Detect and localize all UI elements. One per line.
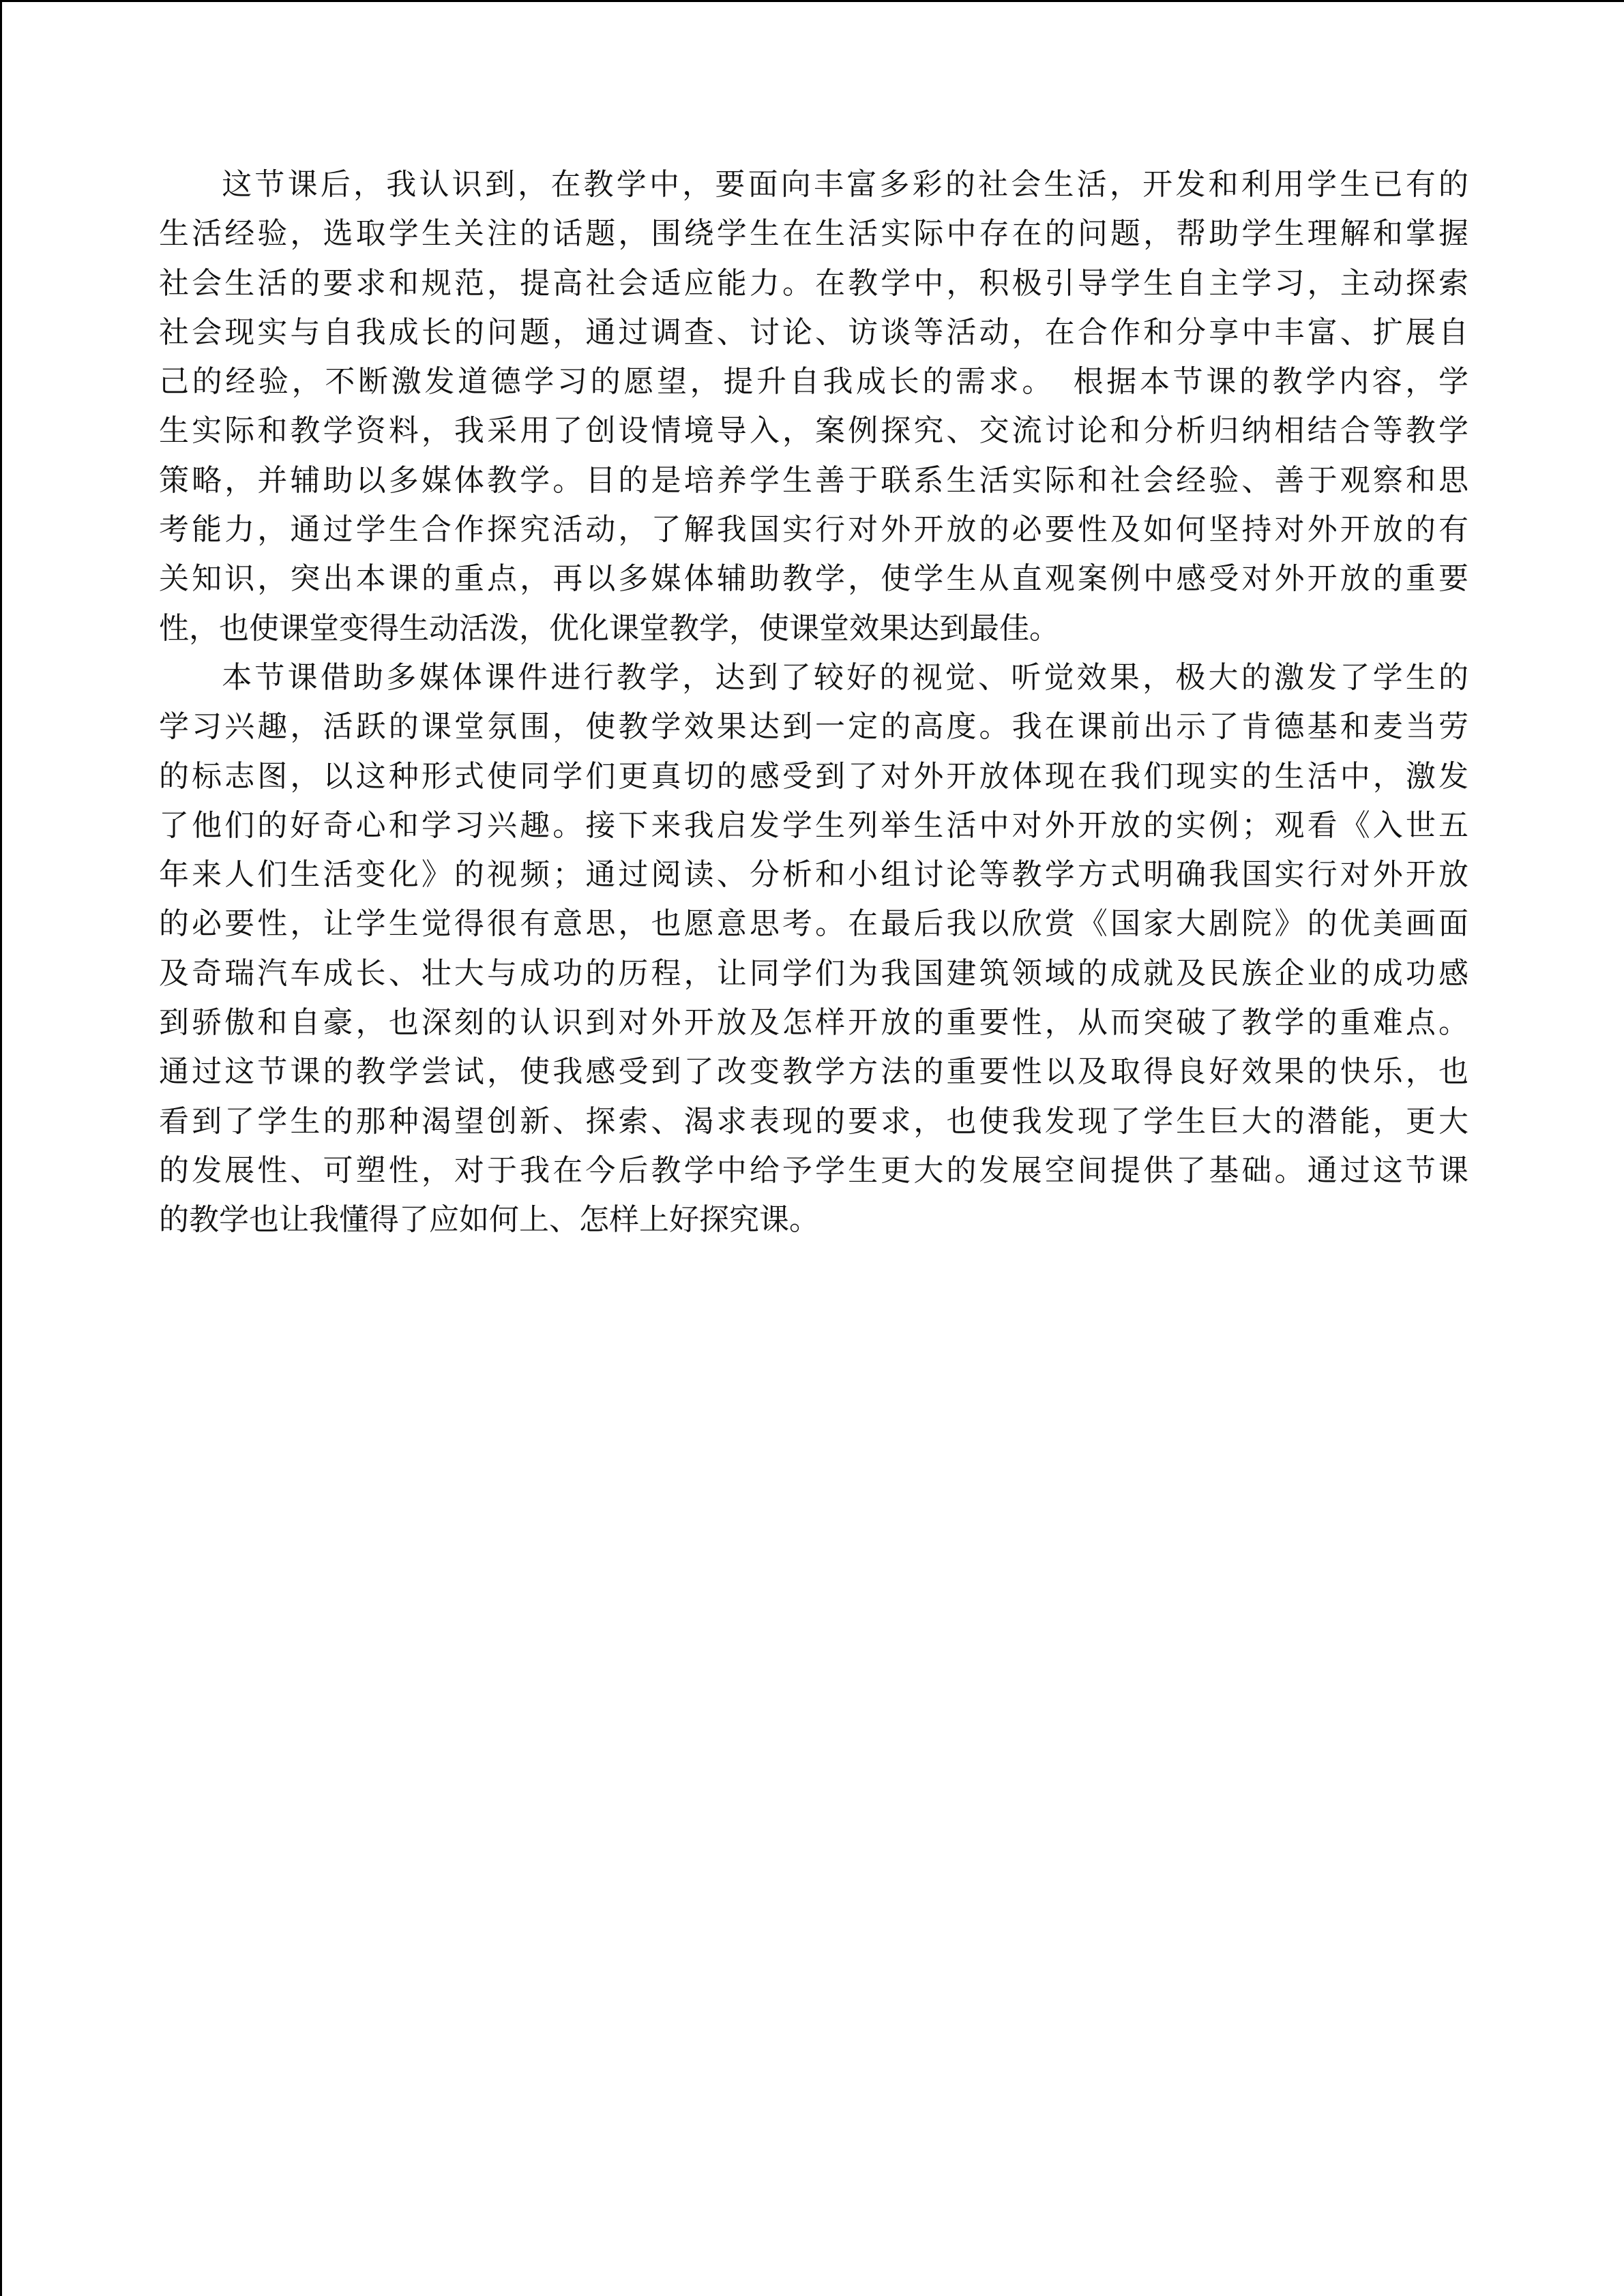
paragraph-1-line-5: 己的经验，不断激发道德学习的愿望，提升自我成长的需求。 根据本节课的教学内容，学 xyxy=(159,364,1468,400)
paragraph-1-line-4: 社会现实与自我成长的问题，通过调查、讨论、访谈等活动，在合作和分享中丰富、扩展自 xyxy=(159,314,1468,350)
paragraph-2-line-11: 的发展性、可塑性，对于我在今后教学中给予学生更大的发展空间提供了基础。通过这节课 xyxy=(159,1152,1468,1188)
paragraph-1-line-3: 社会生活的要求和规范，提高社会适应能力。在教学中，积极引导学生自主学习，主动探索 xyxy=(159,265,1468,301)
paragraph-1-line-1 xyxy=(159,160,1468,209)
paragraph-1-line-9: 关知识，突出本课的重点，再以多媒体辅助教学，使学生从直观案例中感受对外开放的重要 xyxy=(159,561,1468,597)
paragraph-2-line-2: 学习兴趣，活跃的课堂氛围，使教学效果达到一定的高度。我在课前出示了肯德基和麦当劳 xyxy=(159,709,1468,745)
paragraph-2-line-4: 了他们的好奇心和学习兴趣。接下来我启发学生列举生活中对外开放的实例；观看《入世五 xyxy=(159,807,1468,843)
paragraph-2-line-6: 的必要性，让学生觉得很有意思，也愿意思考。在最后我以欣赏《国家大剧院》的优美画面 xyxy=(159,906,1468,942)
text-line: 这节课后，我认识到，在教学中，要面向丰富多彩的社会生活，开发和利用学生已有的 xyxy=(219,167,1468,202)
paragraph-2-line-5: 年来人们生活变化》的视频；通过阅读、分析和小组讨论等教学方式明确我国实行对外开放 xyxy=(159,857,1468,893)
paragraph-2-line-7: 及奇瑞汽车成长、壮大与成功的历程，让同学们为我国建筑领域的成就及民族企业的成功感 xyxy=(159,955,1468,991)
paragraph-2-line-3: 的标志图，以这种形式使同学们更真切的感受到了对外开放体现在我们现实的生活中，激发 xyxy=(159,758,1468,794)
paragraph-1-line-2: 生活经验，选取学生关注的话题，围绕学生在生活实际中存在的问题，帮助学生理解和掌握 xyxy=(159,216,1468,252)
paragraph-1-line-10: 性，也使课堂变得生动活泼，优化课堂教学，使课堂效果达到最佳。 xyxy=(159,610,1059,646)
paragraph-2-line-9: 通过这节课的教学尝试，使我感受到了改变教学方法的重要性以及取得良好效果的快乐，也 xyxy=(159,1054,1468,1090)
body-text xyxy=(159,160,1468,1245)
text-line: 本节课借助多媒体课件进行教学，达到了较好的视觉、听觉效果，极大的激发了学生的 xyxy=(219,659,1468,695)
paragraph-2-line-1 xyxy=(159,653,1468,702)
paragraph-2-line-8: 到骄傲和自豪，也深刻的认识到对外开放及怎样开放的重要性，从而突破了教学的重难点。 xyxy=(159,1005,1468,1041)
paragraph-1-line-8: 考能力，通过学生合作探究活动，了解我国实行对外开放的必要性及如何坚持对外开放的有 xyxy=(159,512,1468,548)
paragraph-2-line-12: 的教学也让我懂得了应如何上、怎样上好探究课。 xyxy=(159,1202,819,1238)
paragraph-1-line-6: 生实际和教学资料，我采用了创设情境导入，案例探究、交流讨论和分析归纳相结合等教学 xyxy=(159,413,1468,449)
paragraph-1-line-7: 策略，并辅助以多媒体教学。目的是培养学生善于联系生活实际和社会经验、善于观察和思 xyxy=(159,462,1468,498)
paragraph-2-line-10: 看到了学生的那种渴望创新、探索、渴求表现的要求，也使我发现了学生巨大的潜能，更大 xyxy=(159,1103,1468,1139)
